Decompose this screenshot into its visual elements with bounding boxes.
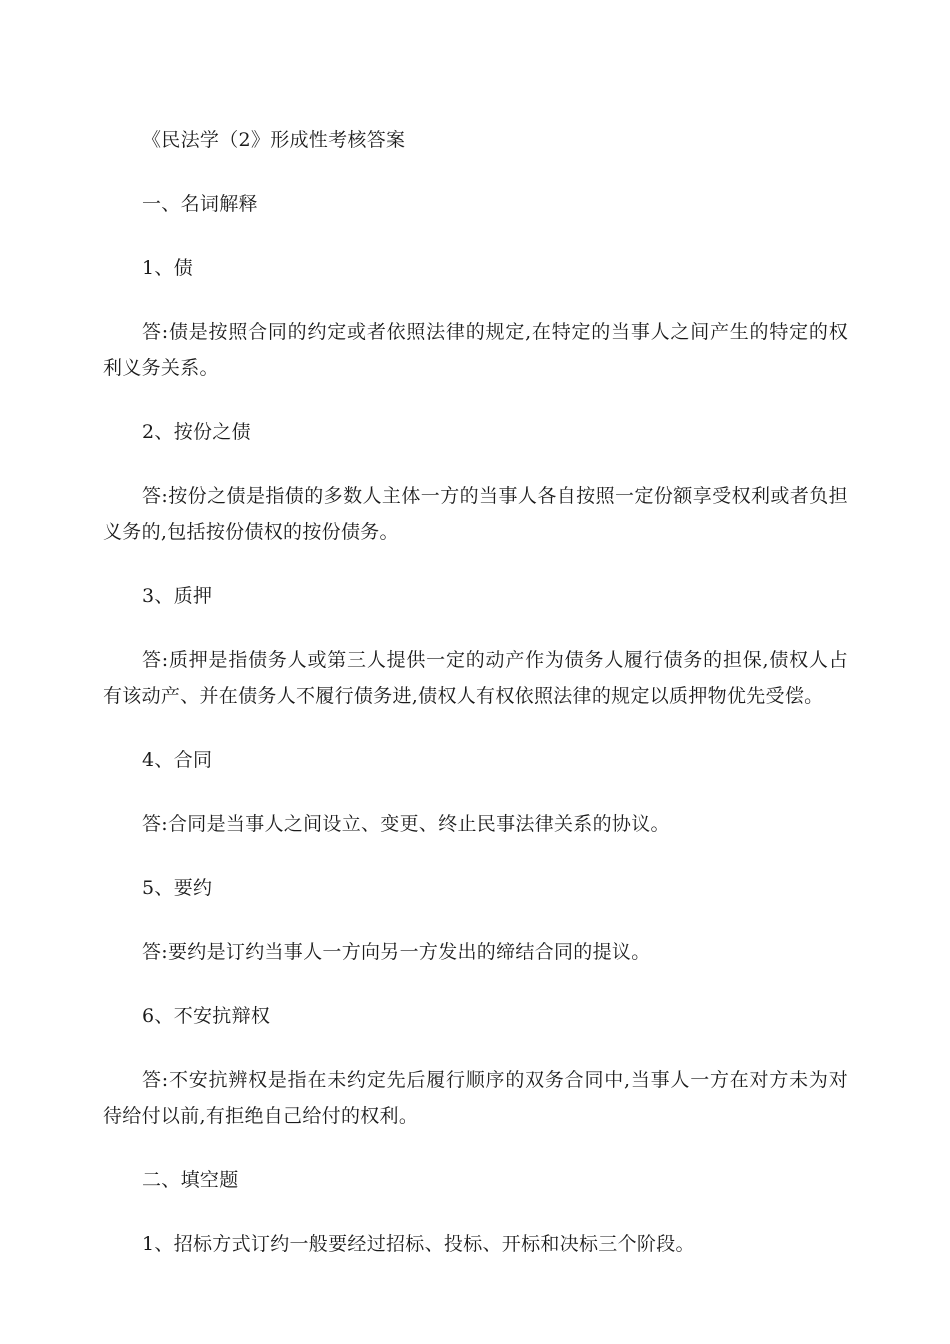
section-heading-definitions: 一、名词解释: [142, 193, 258, 215]
term-answer: 答:要约是订约当事人一方向另一方发出的缔结合同的提议。: [142, 941, 651, 963]
term-heading: 2、按份之债: [142, 421, 251, 443]
term-heading: 6、不安抗辩权: [142, 1005, 271, 1027]
document-body: [103, 122, 848, 1290]
term-answer: 答:债是按照合同的约定或者依照法律的规定,在特定的当事人之间产生的特定的权利义务关系。: [103, 321, 848, 379]
term-answer: 答:按份之债是指债的多数人主体一方的当事人各自按照一定份额享受权利或者负担义务的,包括按份债权的按份债务。: [103, 485, 848, 543]
term-answer: 答:合同是当事人之间设立、变更、终止民事法律关系的协议。: [142, 813, 670, 835]
term-answer: 答:不安抗辨权是指在未约定先后履行顺序的双务合同中,当事人一方在对方未为对待给付以前,有拒绝自己给付的权利。: [103, 1069, 848, 1127]
fill-in-item: 1、招标方式订约一般要经过招标、投标、开标和决标三个阶段。: [142, 1233, 695, 1255]
document-title: 《民法学（2》形成性考核答案: [142, 129, 406, 151]
term-heading: 4、合同: [142, 749, 213, 771]
term-answer: 答:质押是指债务人或第三人提供一定的动产作为债务人履行债务的担保,债权人占有该动产、并在债务人不履行债务进,债权人有权依照法律的规定以质押物优先受偿。: [103, 649, 848, 707]
term-heading: 5、要约: [142, 877, 213, 899]
section-heading-fill-in: 二、填空题: [142, 1169, 239, 1191]
term-heading: 3、质押: [142, 585, 213, 607]
term-heading: 1、债: [142, 257, 193, 279]
